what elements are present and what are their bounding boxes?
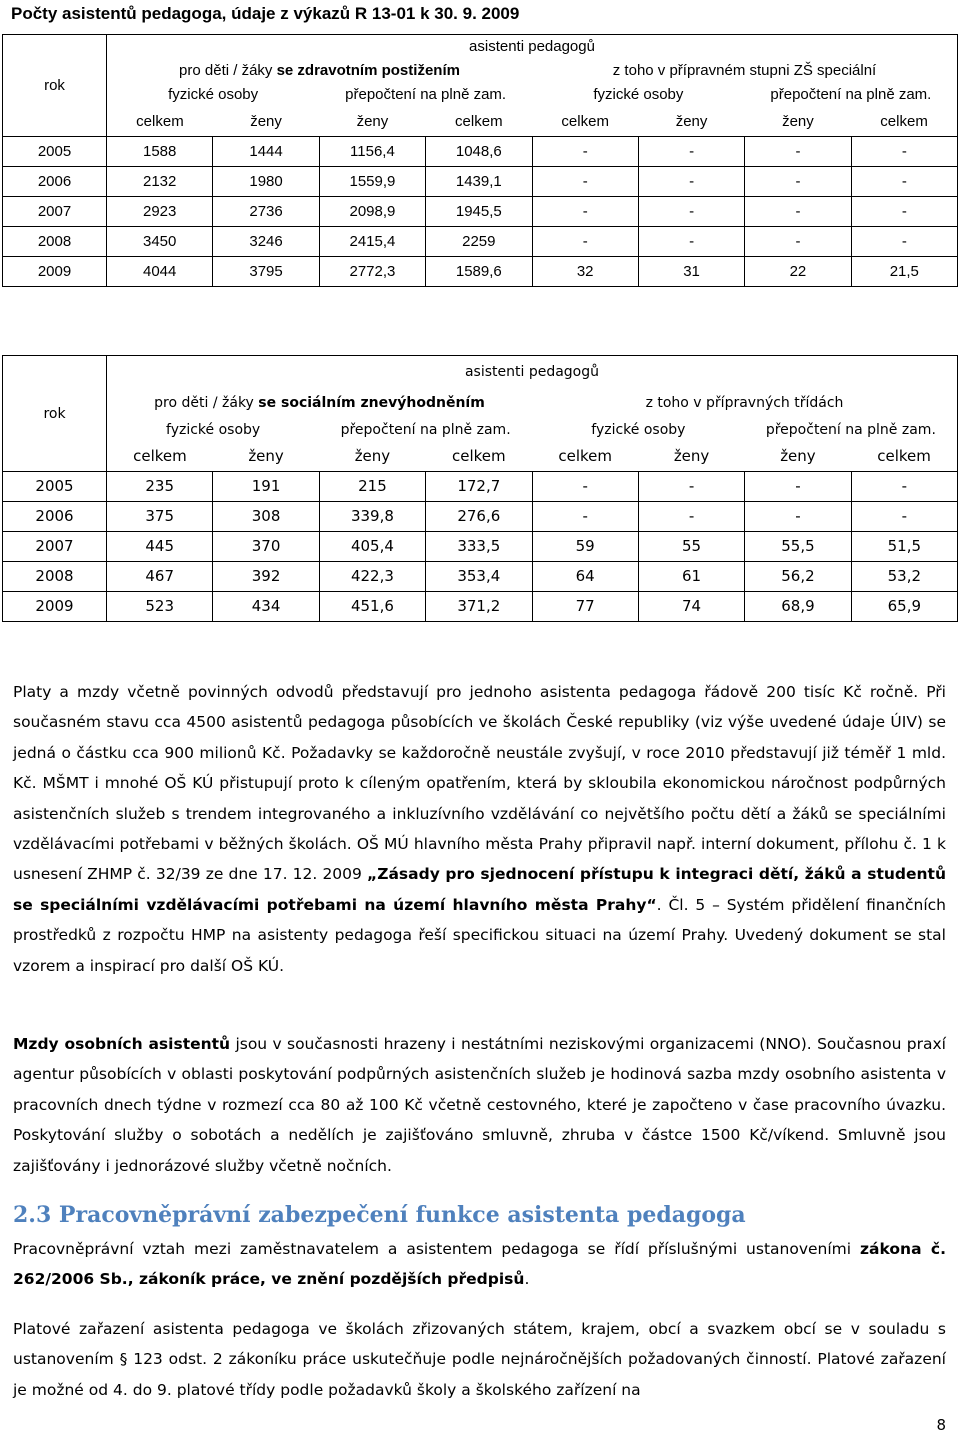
value-cell: 55 [638, 532, 744, 562]
table-assistants-social [2, 355, 958, 622]
value-cell: - [851, 227, 957, 257]
table-row [3, 197, 958, 227]
value-cell: 235 [107, 472, 213, 502]
table1-body [3, 137, 958, 287]
subgroup-left: pro děti / žáky se zdravotním postižením [107, 59, 533, 83]
value-cell: 53,2 [851, 562, 957, 592]
year-cell: 2006 [3, 167, 107, 197]
value-cell: 1048,6 [426, 137, 532, 167]
value-cell: 2415,4 [319, 227, 425, 257]
section-heading: 2.3 Pracovněprávní zabezpečení funkce asistenta pedagoga [13, 1202, 746, 1228]
h3-cell: fyzické osoby [591, 422, 686, 438]
h4-cell: ženy [745, 442, 851, 472]
value-cell: 308 [213, 502, 319, 532]
paragraph-labour-law: Pracovněprávní vztah mezi zaměstnavatelem a asistentem pedagoga se řídí příslušnými ustanoveními zákona č. 262/2006 Sb., zákoník práce, ve znění pozdějších předpisů. [13, 1240, 946, 1289]
year-cell: 2008 [3, 562, 107, 592]
value-cell: 215 [319, 472, 425, 502]
page-title: Počty asistentů pedagoga, údaje z výkazů R 13-01 k 30. 9. 2009 [11, 4, 520, 23]
h3-cell: fyzické osoby [107, 83, 320, 107]
table-row [3, 137, 958, 167]
value-cell: 51,5 [851, 532, 957, 562]
h4-cell: celkem [532, 107, 638, 137]
paragraph-pay-grade: Platové zařazení asistenta pedagoga ve školách zřizovaných státem, krajem, obcí a svazkem obcí se v souladu s ustanovením § 123 odst. 2 zákoníku práce uskutečňuje podle nejnáročnějších požadovaných činností. Platové zařazení je možné od 4. do 9. platové třídy podle požadavků školy a školského zařízení na [13, 1320, 946, 1399]
value-cell: 2132 [107, 167, 213, 197]
subgroup-left: pro děti / žáky se sociálním znevýhodněním [107, 388, 533, 418]
value-cell: 3246 [213, 227, 319, 257]
value-cell: 2098,9 [319, 197, 425, 227]
h4-cell: ženy [745, 107, 851, 137]
year-cell: 2008 [3, 227, 107, 257]
value-cell: 4044 [107, 257, 213, 287]
value-cell: - [638, 227, 744, 257]
value-cell: 1439,1 [426, 167, 532, 197]
value-cell: 333,5 [426, 532, 532, 562]
group-header: asistenti pedagogů [107, 35, 958, 60]
table2-body [3, 472, 958, 622]
value-cell: 1444 [213, 137, 319, 167]
value-cell: 375 [107, 502, 213, 532]
value-cell: 55,5 [745, 532, 851, 562]
h4-cell: celkem [532, 442, 638, 472]
value-cell: 1588 [107, 137, 213, 167]
year-cell: 2007 [3, 532, 107, 562]
h4-cell: ženy [638, 107, 744, 137]
h3-cell: fyzické osoby [593, 86, 684, 103]
table-row [3, 532, 958, 562]
year-cell: 2006 [3, 502, 107, 532]
value-cell: 1945,5 [426, 197, 532, 227]
value-cell: - [851, 197, 957, 227]
table-row [3, 562, 958, 592]
value-cell: 392 [213, 562, 319, 592]
value-cell: - [851, 167, 957, 197]
value-cell: 1156,4 [319, 137, 425, 167]
h4-cell: ženy [319, 107, 425, 137]
value-cell: 32 [532, 257, 638, 287]
rok-header: rok [3, 35, 107, 137]
value-cell: 77 [532, 592, 638, 622]
value-cell: - [851, 472, 957, 502]
value-cell: 68,9 [745, 592, 851, 622]
paragraph-salaries: Platy a mzdy včetně povinných odvodů představují pro jednoho asistenta pedagoga řádově 200 tisíc Kč ročně. Při současném stavu cca 4500 asistentů pedagoga působících ve školách České republiky (viz výše uvedené údaje ÚIV) se jedná o částku cca 900 milionů Kč. Požadavky se každoročně neustále zvyšují, v roce 2010 představují již téměř 1 mld. Kč. MŠMT i mnohé OŠ KÚ přistupují proto k cíleným opatřením, která by skloubila ekonomickou náročnost podpůrných asistenčních služeb s trendem integrovaného a inkluzívního vzdělávání co největšího počtu dětí a žáků se speciálními vzdělávacími potřebami v běžných školách. OŠ MÚ hlavního města Prahy připravil např. interní dokument, přílohu č. 1 k usnesení ZHMP č. 32/39 ze dne 17. 12. 2009 „Zásady pro sjednocení přístupu k integraci dětí, žáků a studentů se speciálními vzdělávacími potřebami na území hlavního města Prahy“. Čl. 5 – Systém přidělení finančních prostředků z rozpočtu HMP na asistenty pedagoga řeší specifickou situaci na území Prahy. Uvedený dokument se stal vzorem a inspirací pro další OŠ KÚ. [13, 683, 946, 975]
value-cell: - [745, 502, 851, 532]
value-cell: 445 [107, 532, 213, 562]
value-cell: 1589,6 [426, 257, 532, 287]
table-row [3, 227, 958, 257]
value-cell: 2772,3 [319, 257, 425, 287]
h4-cell: celkem [426, 442, 532, 472]
value-cell: - [638, 167, 744, 197]
value-cell: - [638, 197, 744, 227]
value-cell: - [532, 167, 638, 197]
value-cell: 191 [213, 472, 319, 502]
value-cell: 451,6 [319, 592, 425, 622]
group-header: asistenti pedagogů [107, 356, 958, 389]
value-cell: 353,4 [426, 562, 532, 592]
value-cell: 1980 [213, 167, 319, 197]
value-cell: - [638, 137, 744, 167]
value-cell: - [745, 137, 851, 167]
value-cell: 434 [213, 592, 319, 622]
value-cell: 22 [745, 257, 851, 287]
value-cell: - [532, 197, 638, 227]
rok-header: rok [3, 356, 107, 472]
value-cell: 3795 [213, 257, 319, 287]
h3-cell: přepočtení na plně zam. [745, 418, 958, 442]
subgroup-right: z toho v přípravných třídách [532, 388, 958, 418]
value-cell: - [532, 227, 638, 257]
value-cell: 64 [532, 562, 638, 592]
table-assistants-health [2, 34, 958, 287]
h4-cell: celkem [107, 107, 213, 137]
h4-cell: ženy [638, 442, 744, 472]
value-cell: 31 [638, 257, 744, 287]
h3-cell: přepočtení na plně zam. [340, 422, 511, 438]
value-cell: - [851, 137, 957, 167]
h4-cell: ženy [213, 442, 319, 472]
value-cell: 56,2 [745, 562, 851, 592]
value-cell: 3450 [107, 227, 213, 257]
value-cell: 61 [638, 562, 744, 592]
table-row [3, 502, 958, 532]
value-cell: - [638, 472, 744, 502]
value-cell: - [745, 167, 851, 197]
value-cell: 276,6 [426, 502, 532, 532]
h3-cell: přepočtení na plně zam. [745, 83, 958, 107]
h3-cell: přepočtení na plně zam. [345, 86, 507, 103]
value-cell: 172,7 [426, 472, 532, 502]
h4-cell: ženy [213, 107, 319, 137]
value-cell: 339,8 [319, 502, 425, 532]
value-cell: 370 [213, 532, 319, 562]
value-cell: 2923 [107, 197, 213, 227]
h3-cell: fyzické osoby [107, 418, 320, 442]
value-cell: - [532, 502, 638, 532]
value-cell: 74 [638, 592, 744, 622]
page-number: 8 [936, 1416, 946, 1434]
value-cell: - [745, 197, 851, 227]
value-cell: 21,5 [851, 257, 957, 287]
h4-cell: celkem [426, 107, 532, 137]
table-row [3, 257, 958, 287]
table-row [3, 167, 958, 197]
subgroup-right: z toho v přípravném stupni ZŠ speciální [532, 59, 958, 83]
value-cell: 523 [107, 592, 213, 622]
table-row [3, 592, 958, 622]
value-cell: 59 [532, 532, 638, 562]
paragraph-personal-assistants: Mzdy osobních asistentů jsou v současnosti hrazeny i nestátními neziskovými organizacemi (NNO). Současnou praxí agentur působících v oblasti poskytování podpůrných asistenčních služeb je hodinová sazba mzdy osobního asistenta v pracovních dnech týdne v rozmezí cca 80 až 100 Kč včetně cestovného, které je započteno v čase pracovního úvazku. Poskytování služby o sobotách a nedělích je zajišťováno smluvně, zhruba v částce 1500 Kč/víkend. Smluvně jsou zajišťovány i jednorázové služby včetně nočních. [13, 1035, 946, 1175]
year-cell: 2009 [3, 257, 107, 287]
value-cell: - [638, 502, 744, 532]
year-cell: 2009 [3, 592, 107, 622]
value-cell: 2736 [213, 197, 319, 227]
value-cell: 371,2 [426, 592, 532, 622]
value-cell: 1559,9 [319, 167, 425, 197]
value-cell: - [745, 472, 851, 502]
year-cell: 2007 [3, 197, 107, 227]
table-row [3, 472, 958, 502]
value-cell: 467 [107, 562, 213, 592]
year-cell: 2005 [3, 472, 107, 502]
value-cell: 422,3 [319, 562, 425, 592]
value-cell: 2259 [426, 227, 532, 257]
year-cell: 2005 [3, 137, 107, 167]
h4-cell: celkem [851, 442, 957, 472]
h4-cell: ženy [319, 442, 425, 472]
h4-cell: celkem [851, 107, 957, 137]
value-cell: 405,4 [319, 532, 425, 562]
value-cell: 65,9 [851, 592, 957, 622]
value-cell: - [851, 502, 957, 532]
h4-cell: celkem [107, 442, 213, 472]
value-cell: - [532, 472, 638, 502]
value-cell: - [532, 137, 638, 167]
value-cell: - [745, 227, 851, 257]
